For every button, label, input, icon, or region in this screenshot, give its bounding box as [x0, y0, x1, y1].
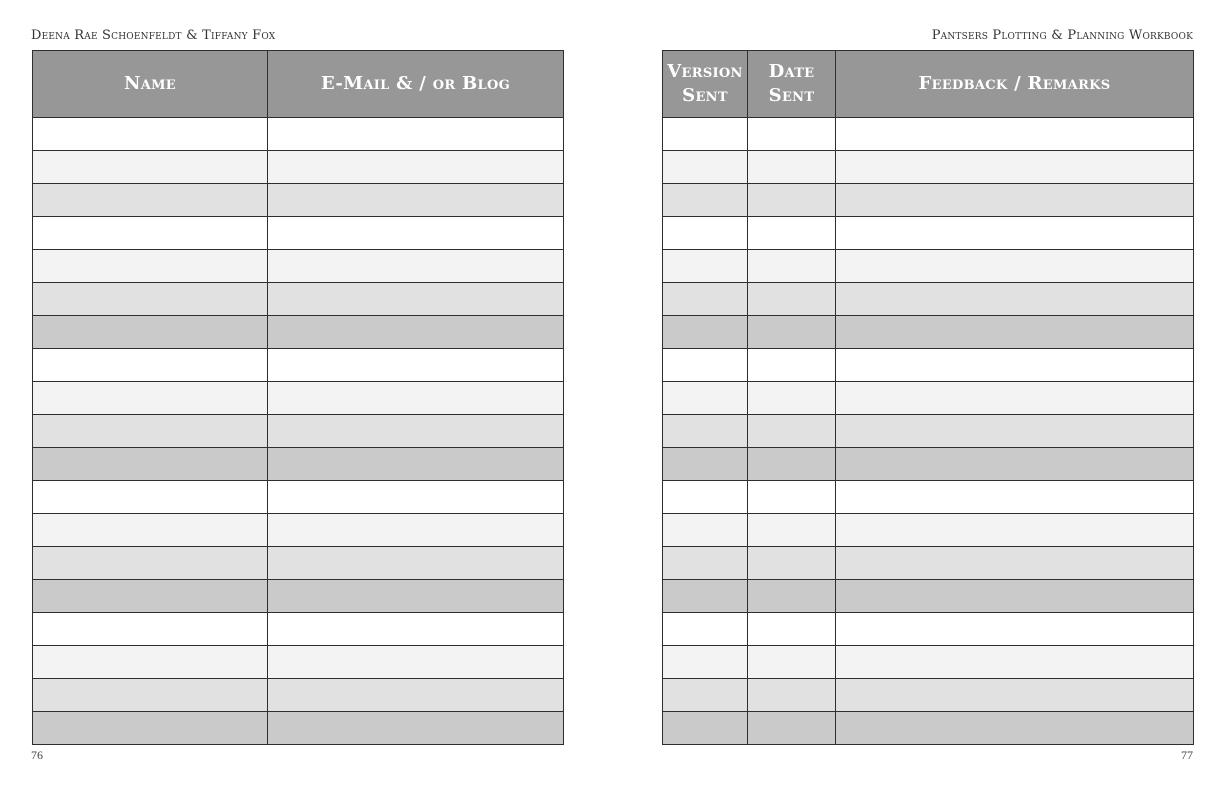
feedback-cell[interactable]	[836, 118, 1194, 151]
contact-cell[interactable]	[33, 283, 268, 316]
table-row	[33, 382, 564, 415]
running-head-left: Deena Rae Schoenfeldt & Tiffany Fox	[31, 28, 276, 43]
feedback-cell[interactable]	[748, 448, 836, 481]
contact-cell[interactable]	[33, 349, 268, 382]
contact-cell[interactable]	[268, 481, 564, 514]
feedback-cell[interactable]	[663, 712, 748, 745]
contact-cell[interactable]	[268, 382, 564, 415]
feedback-cell[interactable]	[748, 283, 836, 316]
contact-cell[interactable]	[33, 250, 268, 283]
table-row	[663, 547, 1194, 580]
contact-cell[interactable]	[33, 613, 268, 646]
column-header-feedback-remarks: Feedback / Remarks	[836, 51, 1194, 118]
contact-cell[interactable]	[268, 283, 564, 316]
feedback-cell[interactable]	[663, 118, 748, 151]
table-row	[33, 283, 564, 316]
feedback-cell[interactable]	[663, 151, 748, 184]
table-row	[663, 712, 1194, 745]
feedback-cell[interactable]	[748, 514, 836, 547]
contact-cell[interactable]	[268, 646, 564, 679]
table-row	[663, 316, 1194, 349]
contact-cell[interactable]	[268, 547, 564, 580]
feedback-cell[interactable]	[748, 184, 836, 217]
feedback-cell[interactable]	[836, 646, 1194, 679]
table-row	[33, 646, 564, 679]
contact-cell[interactable]	[33, 712, 268, 745]
contact-cell[interactable]	[33, 514, 268, 547]
contact-cell[interactable]	[33, 679, 268, 712]
feedback-cell[interactable]	[836, 217, 1194, 250]
table-row	[33, 712, 564, 745]
feedback-cell[interactable]	[663, 580, 748, 613]
column-header-date-sent: Date Sent	[748, 51, 836, 118]
feedback-cell[interactable]	[836, 316, 1194, 349]
table-row	[33, 217, 564, 250]
feedback-cell[interactable]	[663, 217, 748, 250]
contact-cell[interactable]	[268, 580, 564, 613]
contact-cell[interactable]	[268, 448, 564, 481]
feedback-table-body	[663, 118, 1194, 745]
table-row	[33, 151, 564, 184]
contact-cell[interactable]	[33, 118, 268, 151]
column-header-email-blog: E-Mail & / or Blog	[268, 51, 564, 118]
column-header-name: Name	[33, 51, 268, 118]
feedback-cell[interactable]	[836, 250, 1194, 283]
table-row	[33, 580, 564, 613]
contact-cell[interactable]	[33, 580, 268, 613]
page-number-left: 76	[31, 748, 43, 762]
table-row	[663, 415, 1194, 448]
contact-cell[interactable]	[33, 184, 268, 217]
contact-cell[interactable]	[33, 217, 268, 250]
feedback-cell[interactable]	[663, 448, 748, 481]
table-row	[33, 514, 564, 547]
feedback-cell[interactable]	[663, 283, 748, 316]
table-row	[33, 118, 564, 151]
table-row	[663, 613, 1194, 646]
table-row	[33, 613, 564, 646]
feedback-cell[interactable]	[663, 382, 748, 415]
feedback-cell[interactable]	[836, 283, 1194, 316]
contact-cell[interactable]	[268, 349, 564, 382]
table-row	[663, 382, 1194, 415]
table-row	[663, 514, 1194, 547]
table-row	[663, 151, 1194, 184]
feedback-cell[interactable]	[748, 415, 836, 448]
feedback-cell[interactable]	[748, 547, 836, 580]
table-row	[33, 316, 564, 349]
table-row	[663, 349, 1194, 382]
contact-cell[interactable]	[268, 679, 564, 712]
contact-cell[interactable]	[268, 151, 564, 184]
feedback-cell[interactable]	[748, 151, 836, 184]
page-number-right: 77	[1181, 748, 1193, 762]
table-row	[33, 184, 564, 217]
table-row	[663, 481, 1194, 514]
contact-cell[interactable]	[268, 514, 564, 547]
feedback-cell[interactable]	[663, 481, 748, 514]
header-row	[663, 51, 1194, 118]
feedback-table	[662, 50, 1194, 745]
contact-cell[interactable]	[268, 613, 564, 646]
feedback-cell[interactable]	[836, 580, 1194, 613]
contact-cell[interactable]	[33, 481, 268, 514]
feedback-cell[interactable]	[836, 514, 1194, 547]
contact-cell[interactable]	[33, 547, 268, 580]
table-row	[33, 679, 564, 712]
contact-cell[interactable]	[33, 316, 268, 349]
feedback-cell[interactable]	[836, 448, 1194, 481]
feedback-cell[interactable]	[836, 712, 1194, 745]
feedback-cell[interactable]	[748, 613, 836, 646]
feedback-cell[interactable]	[748, 382, 836, 415]
table-row	[663, 580, 1194, 613]
feedback-cell[interactable]	[836, 415, 1194, 448]
feedback-cell[interactable]	[836, 184, 1194, 217]
table-row	[33, 547, 564, 580]
contact-table-body	[33, 118, 564, 745]
feedback-cell[interactable]	[748, 217, 836, 250]
contact-cell[interactable]	[268, 217, 564, 250]
table-row	[663, 118, 1194, 151]
column-header-version-sent: Version Sent	[663, 51, 748, 118]
feedback-cell[interactable]	[836, 382, 1194, 415]
table-row	[33, 349, 564, 382]
feedback-cell[interactable]	[663, 679, 748, 712]
contact-cell[interactable]	[268, 184, 564, 217]
feedback-cell[interactable]	[748, 646, 836, 679]
feedback-cell[interactable]	[663, 613, 748, 646]
table-row	[33, 415, 564, 448]
table-row	[33, 448, 564, 481]
feedback-cell[interactable]	[748, 712, 836, 745]
table-row	[33, 481, 564, 514]
contact-table	[32, 50, 564, 745]
table-row	[663, 283, 1194, 316]
table-row	[663, 250, 1194, 283]
contact-cell[interactable]	[33, 448, 268, 481]
feedback-cell[interactable]	[836, 547, 1194, 580]
running-head-right: Pantsers Plotting & Planning Workbook	[931, 28, 1193, 43]
feedback-cell[interactable]	[748, 481, 836, 514]
feedback-cell[interactable]	[836, 481, 1194, 514]
contact-cell[interactable]	[268, 250, 564, 283]
feedback-cell[interactable]	[663, 547, 748, 580]
feedback-cell[interactable]	[748, 580, 836, 613]
feedback-cell[interactable]	[663, 316, 748, 349]
table-row	[663, 184, 1194, 217]
feedback-cell[interactable]	[836, 613, 1194, 646]
contact-cell[interactable]	[33, 646, 268, 679]
feedback-cell[interactable]	[663, 349, 748, 382]
feedback-cell[interactable]	[836, 151, 1194, 184]
feedback-cell[interactable]	[663, 250, 748, 283]
table-row	[663, 448, 1194, 481]
contact-cell[interactable]	[268, 415, 564, 448]
contact-cell[interactable]	[268, 316, 564, 349]
header-row	[33, 51, 564, 118]
feedback-cell[interactable]	[663, 184, 748, 217]
table-row	[663, 646, 1194, 679]
feedback-cell[interactable]	[663, 415, 748, 448]
feedback-cell[interactable]	[748, 118, 836, 151]
feedback-cell[interactable]	[663, 646, 748, 679]
feedback-cell[interactable]	[748, 316, 836, 349]
feedback-cell[interactable]	[663, 514, 748, 547]
table-row	[663, 217, 1194, 250]
contact-cell[interactable]	[33, 382, 268, 415]
contact-cell[interactable]	[268, 118, 564, 151]
feedback-cell[interactable]	[836, 679, 1194, 712]
feedback-cell[interactable]	[748, 679, 836, 712]
feedback-cell[interactable]	[748, 349, 836, 382]
contact-cell[interactable]	[33, 415, 268, 448]
table-row	[663, 679, 1194, 712]
table-row	[33, 250, 564, 283]
feedback-cell[interactable]	[836, 349, 1194, 382]
feedback-cell[interactable]	[748, 250, 836, 283]
contact-cell[interactable]	[268, 712, 564, 745]
contact-cell[interactable]	[33, 151, 268, 184]
